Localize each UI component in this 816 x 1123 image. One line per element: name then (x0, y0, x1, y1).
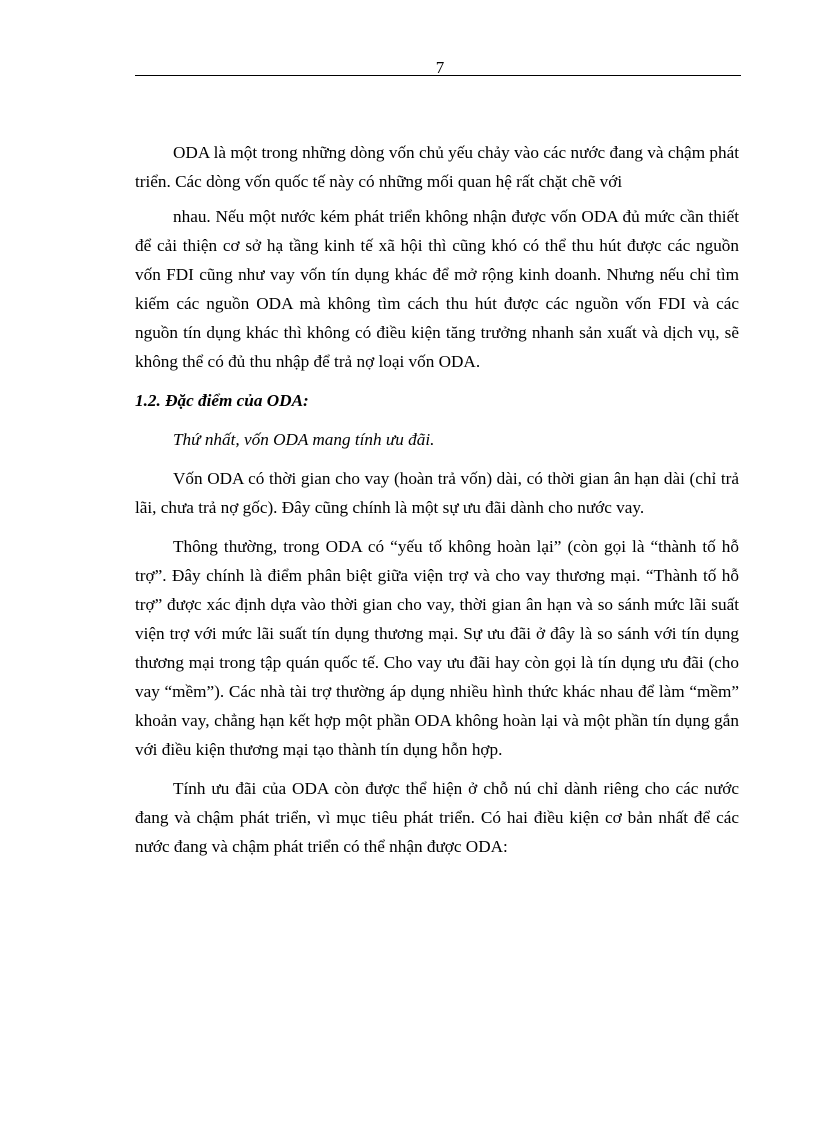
paragraph-grant-element: Thông thường, trong ODA có “yếu tố không hoàn lại” (còn gọi là “thành tố hỗ trợ”. Đây chính là điểm phân biệt giữa viện trợ và cho vay thương mại. “Thành tố hỗ trợ” được xác định dựa vào thời gian cho vay, thời gian ân hạn và so sánh mức lãi suất viện trợ với mức lãi suất tín dụng thương mại. Sự ưu đãi ở đây là so sánh với tín dụng thương mại trong tập quán quốc tế. Cho vay ưu đãi hay còn gọi là tín dụng ưu đãi (cho vay “mềm”). Các nhà tài trợ thường áp dụng nhiều hình thức khác nhau để làm “mềm” khoản vay, chẳng hạn kết hợp một phần ODA không hoàn lại và một phần tín dụng gắn với điều kiện thương mại tạo thành tín dụng hỗn hợp. (135, 537, 739, 759)
section-subheading: Thứ nhất, vốn ODA mang tính ưu đãi. (173, 430, 435, 449)
paragraph-loan-terms: Vốn ODA có thời gian cho vay (hoàn trả vốn) dài, có thời gian ân hạn dài (chỉ trả lãi, chưa trả nợ gốc). Đây cũng chính là một sự ưu đãi dành cho nước vay. (135, 469, 739, 517)
paragraph-preferential-nature: Tính ưu đãi của ODA còn được thể hiện ở chỗ nú chỉ dành riêng cho các nước đang và chậm phát triển, vì mục tiêu phát triển. Có hai điều kiện cơ bản nhất để các nước đang và chậm phát triển có thể nhận được ODA: (135, 779, 739, 856)
section-heading: 1.2. Đặc điểm của ODA: (135, 391, 309, 410)
page-number: 7 (435, 58, 445, 77)
paragraph-continuation: nhau. Nếu một nước kém phát triển không nhận được vốn ODA đủ mức cần thiết để cải thiện cơ sở hạ tầng kinh tế xã hội thì cũng khó có thể thu hút được các nguồn vốn FDI cũng như vay vốn tín dụng khác để mở rộng kinh doanh. Nhưng nếu chỉ tìm kiếm các nguồn ODA mà không tìm cách thu hút được các nguồn vốn FDI và các nguồn tín dụng khác thì không có điều kiện tăng trưởng nhanh sản xuất và dịch vụ, sẽ không thể có đủ thu nhập để trả nợ loại vốn ODA. (135, 207, 739, 371)
paragraph-intro: ODA là một trong những dòng vốn chủ yếu chảy vào các nước đang và chậm phát triển. Các dòng vốn quốc tế này có những mối quan hệ rất chặt chẽ với (135, 143, 739, 191)
header-divider (135, 75, 741, 76)
document-body (135, 138, 739, 871)
